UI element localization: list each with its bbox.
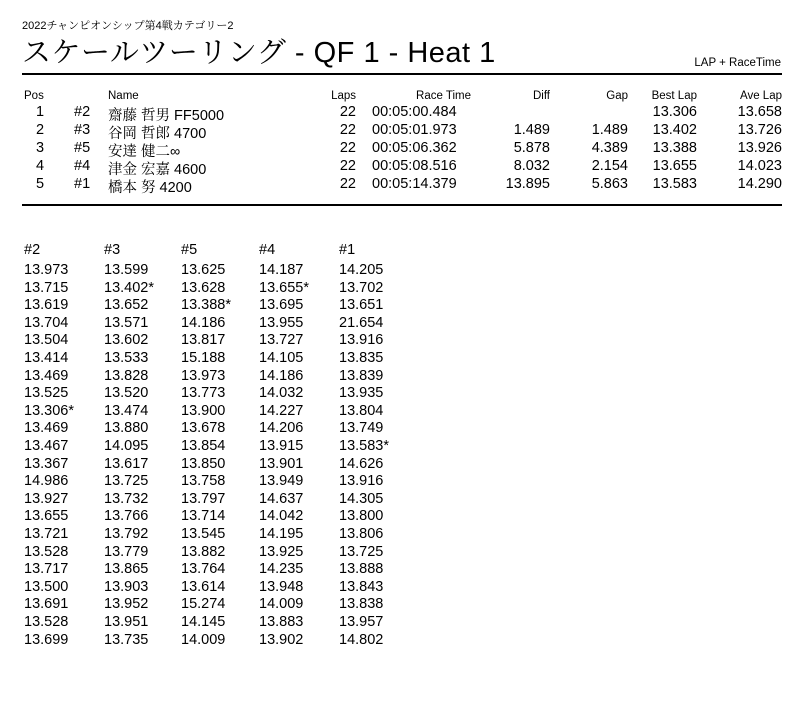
lap-time-cell: 13.773	[181, 385, 226, 402]
result-race-time: 00:05:00.484	[372, 104, 457, 120]
results-header	[0, 90, 800, 104]
lap-time-cell: 13.779	[104, 543, 149, 560]
lap-time-cell: 13.951	[104, 614, 149, 630]
result-ave-lap: 14.290	[737, 176, 782, 192]
lap-time-cell: 13.545	[181, 526, 226, 542]
lap-time-cell: 14.186	[181, 314, 226, 331]
lap-time-cell: 14.042	[259, 508, 304, 525]
header-diff: Diff	[532, 90, 550, 102]
top-divider	[22, 73, 782, 75]
result-laps: 22	[339, 140, 356, 156]
lap-time-cell: 14.637	[259, 490, 304, 507]
lap-time-cell: 13.474	[104, 402, 149, 419]
lap-time-cell: 13.414	[24, 350, 69, 366]
lap-time-cell: 21.654	[339, 314, 384, 331]
lap-row	[0, 632, 420, 649]
result-pos: 5	[35, 176, 45, 192]
lap-time-cell: 13.883	[259, 614, 304, 630]
lap-time-cell: 14.095	[104, 438, 149, 454]
lap-time-cell: 14.235	[259, 561, 304, 578]
lap-time-cell: 13.854	[181, 438, 226, 454]
result-pos: 3	[35, 140, 45, 156]
result-driver-name: 津金 宏嘉 4600	[108, 162, 207, 178]
lap-time-cell: 13.764	[181, 561, 226, 578]
lap-time-cell: 13.699	[24, 631, 69, 648]
lap-time-cell: 13.721	[24, 526, 69, 542]
lap-time-cell: 13.525	[24, 385, 69, 402]
lap-time-cell: 13.528	[24, 614, 69, 630]
lap-time-cell: 13.469	[24, 367, 69, 384]
lap-time-cell: 13.902	[259, 631, 304, 648]
lap-row	[0, 561, 420, 578]
lap-time-cell: 14.186	[259, 367, 304, 384]
lap-time-cell: 13.957	[339, 614, 384, 630]
result-car-number: #4	[74, 158, 91, 174]
result-race-time: 00:05:06.362	[372, 140, 457, 156]
lap-time-cell: 13.888	[339, 561, 384, 578]
lap-time-cell: 13.725	[339, 543, 384, 560]
result-car-number: #1	[74, 176, 91, 192]
lap-time-cell: 13.388*	[181, 297, 231, 314]
result-gap: 5.863	[591, 176, 628, 192]
lap-time-cell: 13.952	[104, 596, 149, 613]
lap-time-cell: 13.655*	[259, 279, 309, 296]
lap-time-cell: 13.766	[104, 508, 149, 525]
result-race-time: 00:05:01.973	[372, 122, 457, 138]
lap-row	[0, 614, 420, 631]
lap-time-cell: 13.735	[104, 631, 149, 648]
result-row	[0, 104, 800, 122]
result-row	[0, 140, 800, 158]
lap-time-cell: 13.520	[104, 385, 149, 402]
result-diff: 1.489	[513, 122, 550, 138]
lap-time-cell: 13.402*	[104, 279, 154, 296]
result-car-number: #5	[74, 140, 91, 156]
lap-time-cell: 15.274	[181, 596, 226, 613]
result-best-lap: 13.583	[652, 176, 697, 192]
lap-time-cell: 13.839	[339, 367, 384, 384]
lap-time-cell: 13.973	[181, 367, 226, 384]
result-ave-lap: 13.658	[737, 104, 782, 120]
lap-time-cell: 13.714	[181, 508, 226, 525]
lap-time-cell: 13.797	[181, 490, 226, 507]
result-pos: 2	[35, 122, 45, 138]
header-gap: Gap	[606, 90, 628, 102]
lap-time-cell: 13.800	[339, 508, 384, 525]
lap-time-cell: 15.188	[181, 350, 226, 366]
lap-time-cell: 13.916	[339, 473, 384, 490]
lap-time-cell: 13.469	[24, 420, 69, 437]
lap-time-cell: 13.599	[104, 262, 149, 278]
lap-time-cell: 13.792	[104, 526, 149, 542]
result-gap: 2.154	[591, 158, 628, 174]
lap-time-cell: 13.915	[259, 438, 304, 454]
lap-row	[0, 297, 420, 314]
lap-column-header: #3	[104, 242, 121, 258]
lap-column-header: #5	[181, 242, 198, 258]
result-driver-name: 橋本 努 4200	[108, 180, 192, 196]
lap-time-cell: 14.227	[259, 402, 304, 419]
lap-time-cell: 13.935	[339, 385, 384, 402]
lap-time-cell: 13.835	[339, 350, 384, 366]
result-ave-lap: 14.023	[737, 158, 782, 174]
lap-time-cell: 13.843	[339, 578, 384, 595]
bottom-divider	[22, 204, 782, 206]
lap-time-cell: 14.305	[339, 490, 384, 507]
lap-row	[0, 350, 420, 367]
lap-row	[0, 579, 420, 596]
lap-time-cell: 13.715	[24, 279, 69, 296]
lap-row	[0, 385, 420, 402]
lap-row	[0, 456, 420, 473]
lap-time-cell: 13.367	[24, 455, 69, 472]
result-laps: 22	[339, 104, 356, 120]
lap-time-cell: 13.691	[24, 596, 69, 613]
lap-time-cell: 13.628	[181, 279, 226, 296]
lap-time-cell: 13.880	[104, 420, 149, 437]
lap-time-cell: 14.145	[181, 614, 226, 630]
header-best-lap: Best Lap	[651, 90, 697, 102]
lap-row	[0, 508, 420, 525]
result-best-lap: 13.306	[652, 104, 697, 120]
result-race-time: 00:05:08.516	[372, 158, 457, 174]
result-laps: 22	[339, 158, 356, 174]
result-ave-lap: 13.726	[737, 122, 782, 138]
header-race-time: Race Time	[416, 90, 471, 102]
lap-time-cell: 13.948	[259, 578, 304, 595]
lap-time-cell: 13.614	[181, 578, 226, 595]
lap-time-cell: 13.927	[24, 490, 69, 507]
lap-time-cell: 14.802	[339, 631, 384, 648]
lap-time-cell: 13.882	[181, 543, 226, 560]
lap-time-cell: 13.533	[104, 350, 149, 366]
result-driver-name: 齋藤 哲男 FF5000	[108, 108, 225, 124]
lap-time-cell: 13.727	[259, 332, 304, 349]
lap-time-cell: 13.900	[181, 402, 226, 419]
lap-time-cell: 13.583*	[339, 438, 389, 454]
display-mode: LAP + RaceTime	[694, 57, 781, 69]
result-best-lap: 13.655	[652, 158, 697, 174]
header-laps: Laps	[331, 90, 356, 102]
result-row	[0, 122, 800, 140]
lap-time-cell: 13.695	[259, 297, 304, 314]
lap-time-cell: 13.865	[104, 561, 149, 578]
result-diff: 5.878	[513, 140, 550, 156]
header-ave-lap: Ave Lap	[740, 90, 782, 102]
lap-time-cell: 13.758	[181, 473, 226, 490]
result-diff: 13.895	[505, 176, 550, 192]
result-car-number: #3	[74, 122, 91, 138]
lap-time-cell: 13.651	[339, 297, 384, 314]
result-row	[0, 158, 800, 176]
lap-time-cell: 13.617	[104, 455, 149, 472]
page-title: スケールツーリング - QF 1 - Heat 1	[22, 37, 496, 69]
lap-time-cell: 13.806	[339, 526, 384, 542]
lap-time-cell: 13.625	[181, 262, 226, 278]
lap-row	[0, 403, 420, 420]
result-laps: 22	[339, 122, 356, 138]
result-diff: 8.032	[513, 158, 550, 174]
result-best-lap: 13.388	[652, 140, 697, 156]
lap-row	[0, 596, 420, 613]
lap-time-cell: 13.732	[104, 490, 149, 507]
lap-time-cell: 13.749	[339, 420, 384, 437]
result-best-lap: 13.402	[652, 122, 697, 138]
lap-time-cell: 13.306*	[24, 402, 74, 419]
lap-times-header	[0, 242, 420, 259]
result-gap: 1.489	[591, 122, 628, 138]
lap-time-cell: 14.986	[24, 473, 69, 490]
lap-row	[0, 332, 420, 349]
lap-time-cell: 14.626	[339, 455, 384, 472]
lap-time-cell: 14.195	[259, 526, 304, 542]
lap-row	[0, 262, 420, 279]
result-ave-lap: 13.926	[737, 140, 782, 156]
lap-time-cell: 13.652	[104, 297, 149, 314]
lap-time-cell: 13.838	[339, 596, 384, 613]
lap-row	[0, 526, 420, 543]
lap-time-cell: 13.619	[24, 297, 69, 314]
lap-time-cell: 13.467	[24, 438, 69, 454]
result-car-number: #2	[74, 104, 91, 120]
lap-time-cell: 14.032	[259, 385, 304, 402]
header-pos: Pos	[24, 90, 44, 102]
lap-row	[0, 544, 420, 561]
lap-time-cell: 14.205	[339, 262, 384, 278]
lap-time-cell: 13.500	[24, 578, 69, 595]
lap-time-cell: 13.828	[104, 367, 149, 384]
lap-time-cell: 13.903	[104, 578, 149, 595]
lap-time-cell: 13.925	[259, 543, 304, 560]
lap-time-cell: 13.704	[24, 314, 69, 331]
lap-time-cell: 13.901	[259, 455, 304, 472]
lap-column-header: #2	[24, 242, 41, 258]
result-race-time: 00:05:14.379	[372, 176, 457, 192]
lap-time-cell: 13.602	[104, 332, 149, 349]
lap-row	[0, 368, 420, 385]
lap-time-cell: 14.187	[259, 262, 304, 278]
lap-time-cell: 14.009	[259, 596, 304, 613]
lap-column-header: #4	[259, 242, 276, 258]
lap-time-cell: 13.817	[181, 332, 226, 349]
result-laps: 22	[339, 176, 356, 192]
lap-row	[0, 473, 420, 490]
lap-time-cell: 13.916	[339, 332, 384, 349]
header-name: Name	[108, 90, 139, 102]
lap-time-cell: 13.504	[24, 332, 69, 349]
lap-time-cell: 13.955	[259, 314, 304, 331]
lap-column-header: #1	[339, 242, 356, 258]
lap-time-cell: 14.105	[259, 350, 304, 366]
lap-time-cell: 14.206	[259, 420, 304, 437]
lap-time-cell: 13.804	[339, 402, 384, 419]
result-driver-name: 谷岡 哲郎 4700	[108, 126, 207, 142]
result-pos: 4	[35, 158, 45, 174]
lap-time-cell: 13.850	[181, 455, 226, 472]
lap-row	[0, 315, 420, 332]
lap-time-cell: 13.678	[181, 420, 226, 437]
lap-time-cell: 13.528	[24, 543, 69, 560]
lap-time-cell: 13.973	[24, 262, 69, 278]
lap-row	[0, 280, 420, 297]
result-driver-name: 安達 健二∞	[108, 144, 181, 160]
lap-time-cell: 14.009	[181, 631, 226, 648]
lap-row	[0, 438, 420, 455]
lap-time-cell: 13.655	[24, 508, 69, 525]
lap-time-cell: 13.725	[104, 473, 149, 490]
lap-time-cell: 13.702	[339, 279, 384, 296]
lap-time-cell: 13.949	[259, 473, 304, 490]
lap-time-cell: 13.571	[104, 314, 149, 331]
event-name: 2022チャンピオンシップ第4戦カテゴリー2	[22, 20, 234, 32]
result-row	[0, 176, 800, 194]
result-pos: 1	[35, 104, 45, 120]
lap-time-cell: 13.717	[24, 561, 69, 578]
lap-row	[0, 420, 420, 437]
lap-row	[0, 491, 420, 508]
result-gap: 4.389	[591, 140, 628, 156]
